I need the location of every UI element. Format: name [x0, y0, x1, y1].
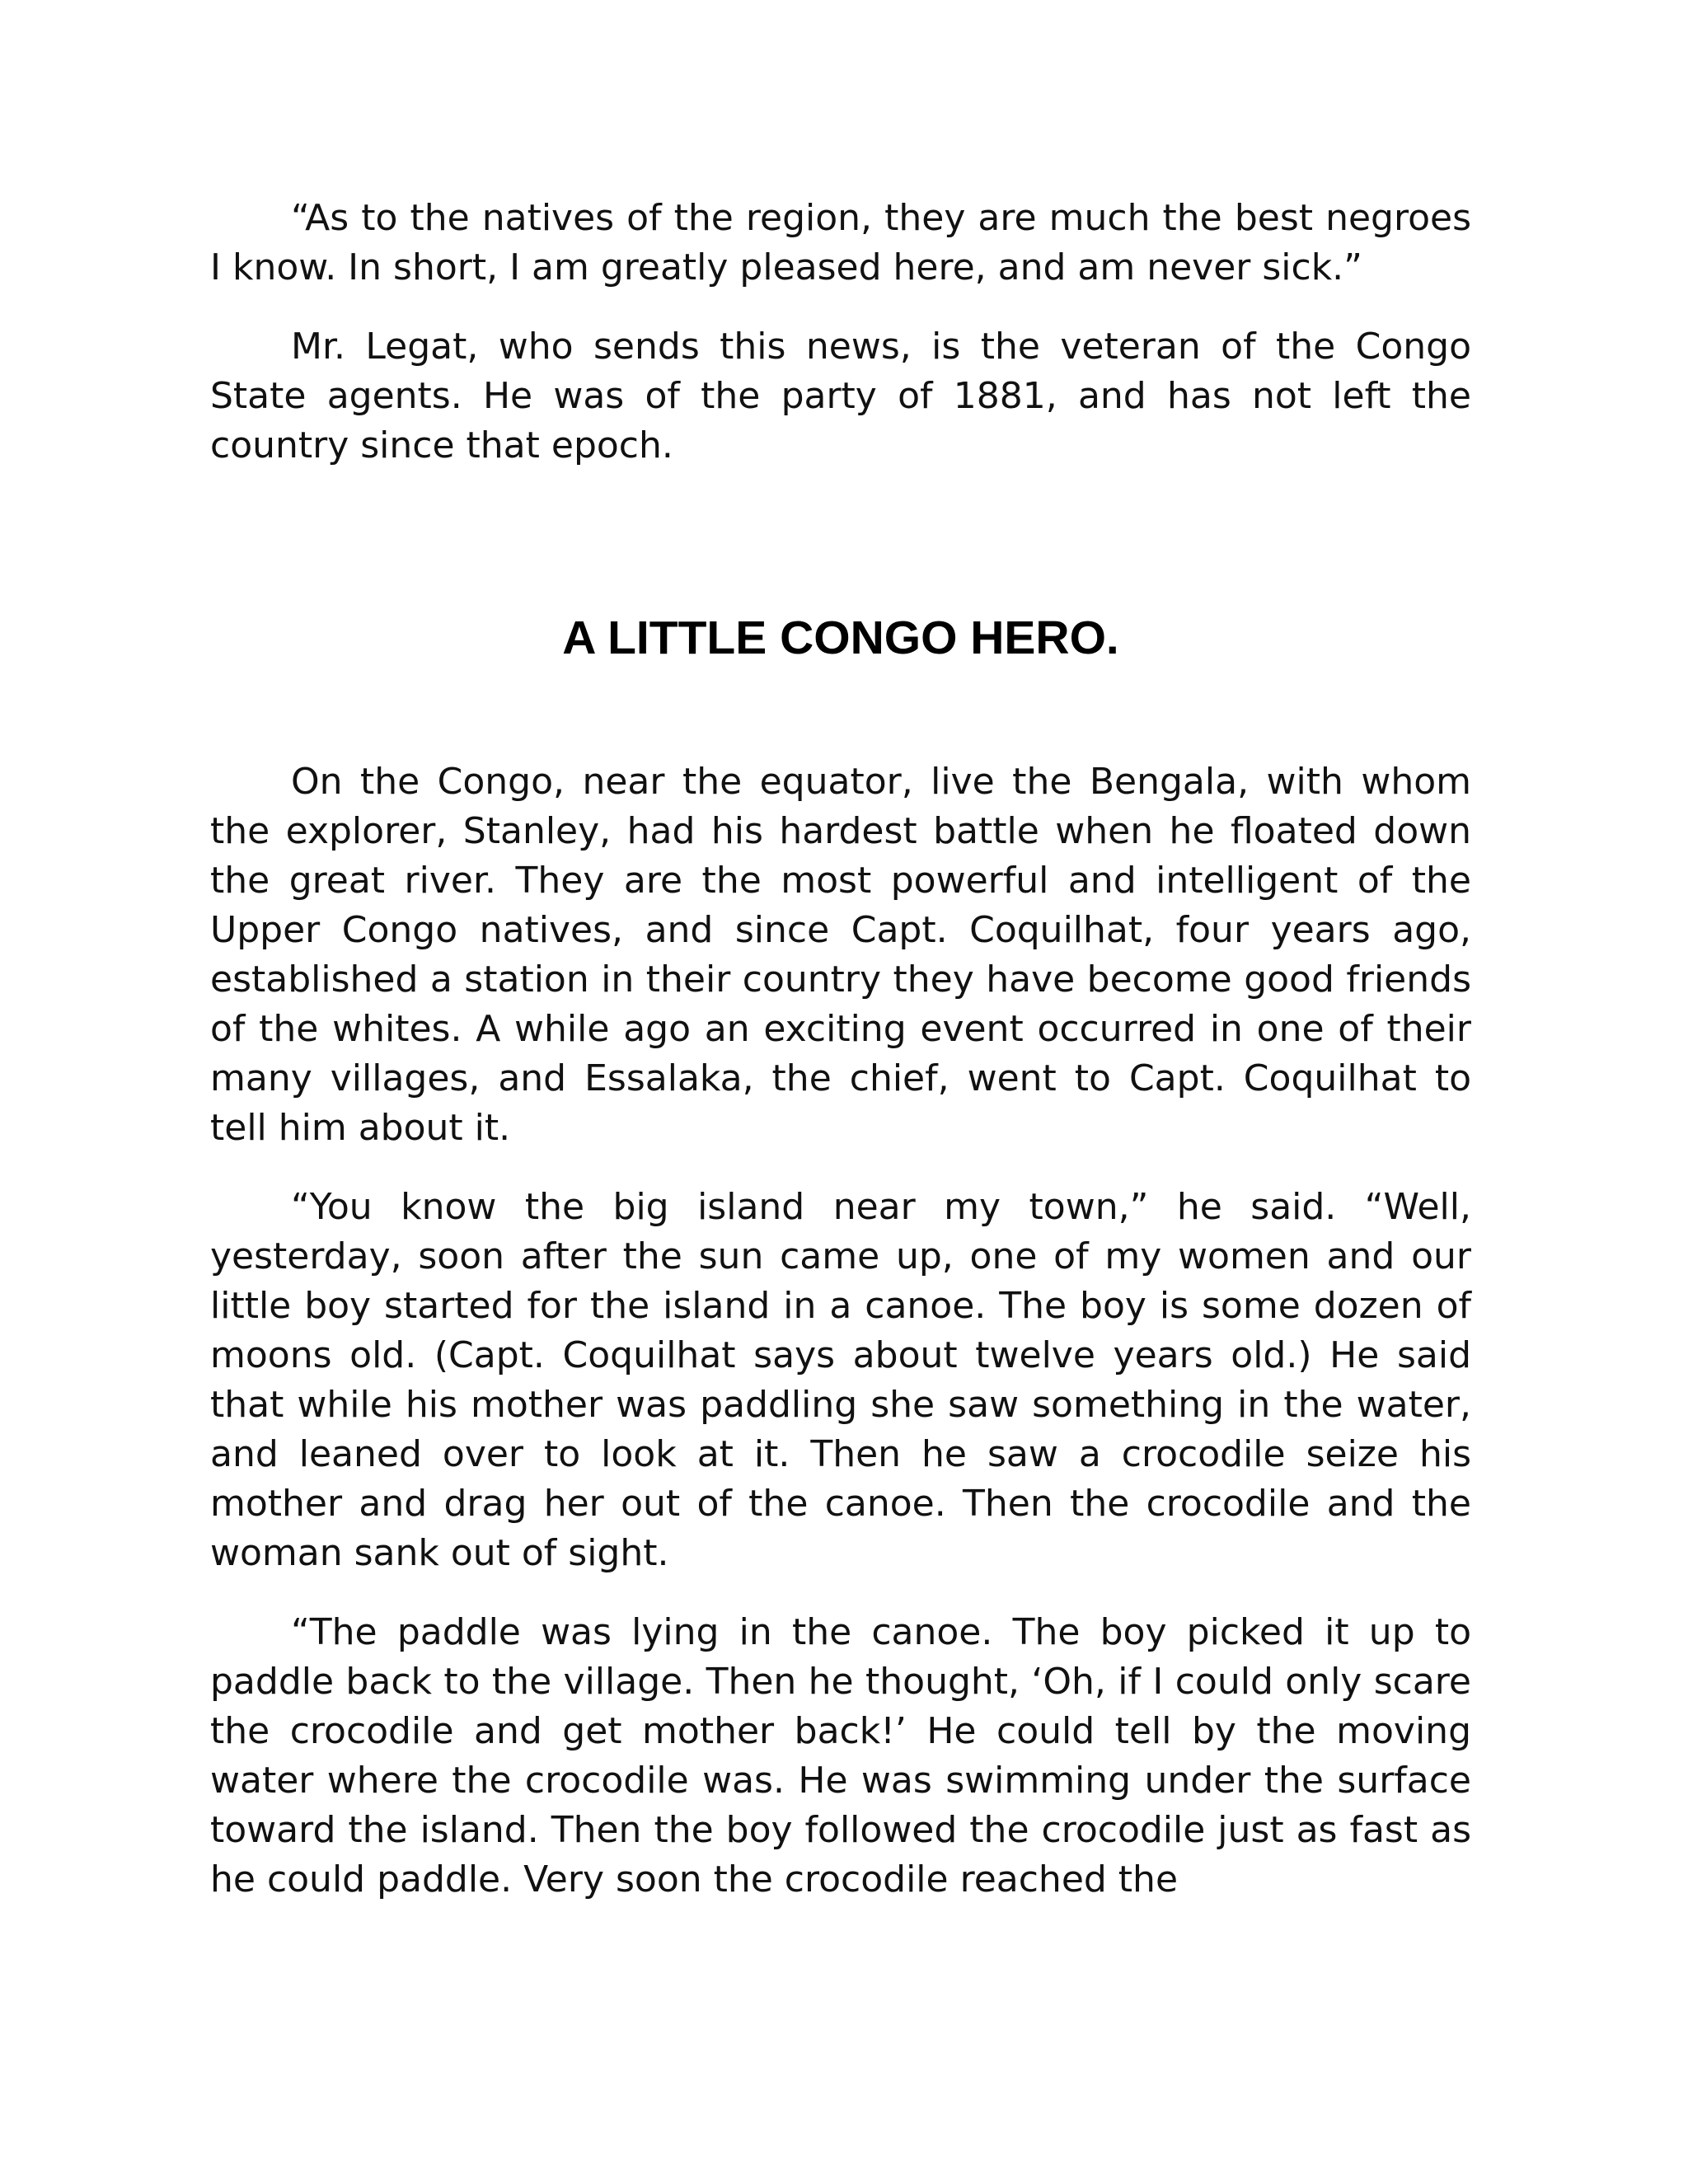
- paragraph-paddle: “The paddle was lying in the canoe. The boy picked it up to paddle back to the village. Then he thought, ‘Oh, if I could only scare the crocodile and get mother back!’ He could tell by the moving water where the crocodile was. He was swimming under the surface toward the island. Then the boy followed the crocodile just as fast as he could paddle. Very soon the crocodile reached the: [210, 1611, 1471, 1900]
- paragraph-chief-story: “You know the big island near my town,” he said. “Well, yesterday, soon after the sun came up, one of my women and our little boy started for the island in a canoe. The boy is some dozen of moons old. (Capt. Coquilhat says about twelve years old.) He said that while his mother was paddling she saw something in the water, and leaned over to look at it. Then he saw a crocodile seize his mother and drag her out of the canoe. Then the crocodile and the woman sank out of sight.: [210, 1186, 1471, 1574]
- paragraph-natives-quote: “As to the natives of the region, they are much the best negroes I know. In short, I am greatly pleased here, and am never sick.”: [210, 197, 1471, 288]
- page-body: [210, 194, 1471, 1905]
- section-heading: A LITTLE CONGO HERO.: [562, 612, 1119, 664]
- paragraph-legat-news: Mr. Legat, who sends this news, is the veteran of the Congo State agents. He was of the party of 1881, and has not left the country since that epoch.: [210, 326, 1471, 466]
- paragraph-bengala-intro: On the Congo, near the equator, live the Bengala, with whom the explorer, Stanley, had his hardest battle when he floated down the great river. They are the most powerful and intelligent of the Upper Congo natives, and since Capt. Coquilhat, four years ago, established a station in their country they have become good friends of the whites. A while ago an exciting event occurred in one of their many villages, and Essalaka, the chief, went to Capt. Coquilhat to tell him about it.: [210, 761, 1471, 1149]
